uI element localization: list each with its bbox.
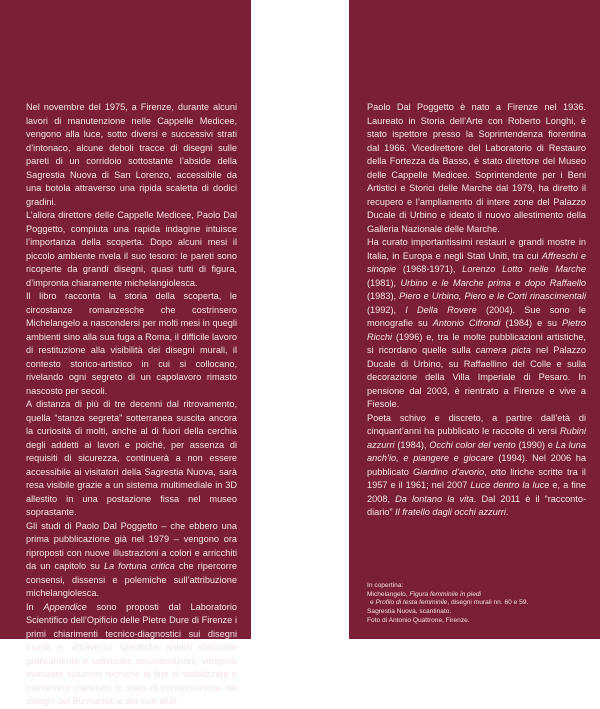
italic-title: Appendice — [43, 601, 87, 612]
italic-title: Piero e Urbino, Piero e le Corti rinascimentali — [399, 291, 586, 301]
italic-title: Affreschi e sinopie — [367, 250, 587, 274]
text-run: che ripercorre consensi, dissensi e polemiche sull’attribuzione michelangiolesca. — [26, 561, 237, 598]
italic-title: Pietro Ricchi — [367, 318, 586, 342]
italic-title: camera picta — [475, 345, 531, 355]
text-run: sono proposti dal Laboratorio Scientifico dell’Opificio delle Pietre Dure di Firenze i primi chiarimenti tecnico-diagnostici sui disegni murali e, attraverso specifiche analisi elaborate graficamente e sofisticate strumentazioni, vengono avanzate soluzioni tecniche al fine di stabilizzare e mantenere inalterato lo stato di conservazione dei disegni del Buonarroti e dei suoi aiuti. — [26, 601, 237, 706]
right-flap — [349, 0, 600, 639]
text-run: (1983), — [367, 291, 400, 301]
text-run: (1994). Nel 2006 ha pubblicato — [367, 453, 586, 477]
italic-title: Luce dentro la luce — [470, 480, 550, 490]
text-run: (1981), — [367, 277, 401, 288]
spine-gap — [251, 0, 349, 639]
author-bio — [367, 101, 586, 520]
italic-title: Giardino d’avorio — [413, 466, 485, 477]
caption-photo-credit: Foto di Antonio Quattrone, Firenze. — [367, 616, 470, 624]
italic-title: I Della Rovere — [405, 304, 477, 315]
paragraph — [367, 101, 586, 236]
text-run: Gli studi di Paolo Dal Poggetto – che ebbero una prima pubblicazione già nel 1979 – vengono ora riproposti con nuove illustrazioni a colori e arricchiti da un capitolo su — [26, 520, 237, 571]
text-run: Ha curato importantissimi restauri e grandi mostre in Italia, in Europa e negli Stati Uniti, tra cui — [367, 237, 586, 261]
text-run: Nel novembre del 1975, a Firenze, durante alcuni lavori di manutenzione nelle Cappelle Medicee, vengono alla luce, sotto diversi e successivi strati d’intonaco, alcune deboli tracce di disegni sulle pareti di un corridoio sottostante l’abside della Sagrestia Nuova di San Lorenzo, accessibile da una botola attraverso una ripida scaletta di dodici gradini. — [26, 102, 237, 207]
text-run: , otto liriche scritte tra il 1957 e il 1961; nel 2007 — [367, 466, 586, 490]
left-flap — [0, 0, 251, 706]
italic-title: Urbino e le Marche prima e dopo Raffaello — [400, 277, 586, 288]
paragraph — [367, 236, 586, 412]
italic-title: La luna anch’io, e piangere e giocare — [367, 439, 586, 463]
paragraph — [26, 520, 237, 601]
text-run: (1992), — [367, 304, 406, 315]
italic-title: La fortuna critica — [103, 561, 175, 571]
text-run: Poeta schivo e discreto, a partire dall’età di cinquant’anni ha pubblicato le raccolte di versi — [367, 412, 586, 436]
caption-conjunction: e — [370, 599, 376, 607]
text-run: nel Palazzo Ducale di Urbino, su Raffaellino del Colle e sulla decorazione della Villa Imperiale di Pesaro. In pensione dal 2003, è rientrato a Firenze e vive a Fiesole. — [367, 345, 586, 409]
paragraph — [26, 101, 237, 209]
text-run: . — [505, 507, 509, 517]
text-run: (1984), — [394, 439, 430, 450]
italic-title: Antonio Cifrondi — [432, 318, 501, 328]
caption-line-2 — [367, 599, 586, 608]
text-run: A distanza di più di tre decenni dal ritrovamento, quella “stanza segreta” sotterranea suscita ancora la curiosità di molti, anche al di fuori della cerchia degli addetti ai lavori e poiché, per assenza di requisiti di sicurezza, continuerà a non essere accessibile ai visitatori della Sagrestia Nuova, sarà resa visibile grazie a un sistema multimediale in 3D allestito in una postazione fissa nel museo soprastante. — [26, 399, 237, 517]
text-run: (2004). Sue sono le monografie su — [367, 304, 586, 328]
cover-caption — [367, 582, 586, 626]
caption-location: Sagrestia Nuova, scantinato. — [367, 608, 452, 616]
italic-title: Da lontano la vita — [395, 493, 474, 504]
caption-heading: In copertina: — [367, 582, 404, 589]
italic-title: Il fratello dagli occhi azzurri — [395, 507, 506, 517]
caption-details: , disegni murali nn. 60 e 59. — [447, 599, 529, 607]
paragraph — [367, 412, 586, 520]
text-run: (1968-1971), — [396, 264, 463, 274]
text-run: In — [26, 601, 44, 612]
caption-title-1: Figura femminile in piedi — [409, 590, 481, 598]
caption-author: Michelangelo, — [367, 590, 410, 598]
text-run: Il libro racconta la storia della scoperta, le circostanze romanzesche che costrinsero Michelangelo a nascondersi per molti mesi in quegli ambienti sino alla sua fuga a Roma, il difficile lavoro di restituzione alla visibilità dei disegni murali, il contesto storico-artistico in cui si collocano, rivelando ogni segreto di un capolavoro rimasto nascosto per secoli. — [26, 291, 237, 396]
text-run: L’allora direttore delle Cappelle Medicee, Paolo Dal Poggetto, compiuta una rapida indagine intuisce l’importanza della scoperta. Dopo alcuni mesi il piccolo ambiente rivela il suo tesoro: le pareti sono ricoperte da grandi disegni, quasi tutti di figura, d’impronta chiaramente michelangiolesca. — [26, 210, 237, 288]
text-run: e, a fine 2008, — [367, 480, 587, 504]
italic-title: Occhi color del vento — [429, 439, 516, 450]
italic-title: Rubini azzurri — [367, 426, 586, 450]
text-run: . Dal 2011 è il “racconto-diario” — [367, 493, 587, 517]
text-run: Paolo Dal Poggetto è nato a Firenze nel 1936. Laureato in Storia dell’Arte con Roberto Longhi, è stato ispettore presso la Soprintendenza fiorentina dal 1966. Vicedirettore del Laboratorio di Restauro della Fortezza da Basso, è stato direttore del Museo delle Cappelle Medicee. Soprintendente per i Beni Artistici e Storici delle Marche dal 1979, ha diretto il recupero e l’ampliamento di intere zone del Palazzo Ducale di Urbino e ideato il nuovo allestimento della Galleria Nazionale delle Marche. — [367, 102, 586, 234]
text-run: (1990) e — [515, 439, 556, 450]
paragraph — [26, 209, 237, 290]
paragraph — [26, 601, 237, 709]
left-flap-text — [26, 101, 237, 709]
paragraph — [26, 290, 237, 398]
caption-line-1 — [367, 591, 586, 600]
italic-title: Lorenzo Lotto nelle Marche — [462, 264, 586, 274]
paragraph — [26, 398, 237, 520]
text-run: (1984) e su — [500, 318, 562, 328]
caption-title-2: Profilo di testa femminile — [375, 599, 448, 607]
text-run: (1996) e, tra le molte pubblicazioni artistiche, si ricordano quelle sulla — [367, 331, 586, 355]
